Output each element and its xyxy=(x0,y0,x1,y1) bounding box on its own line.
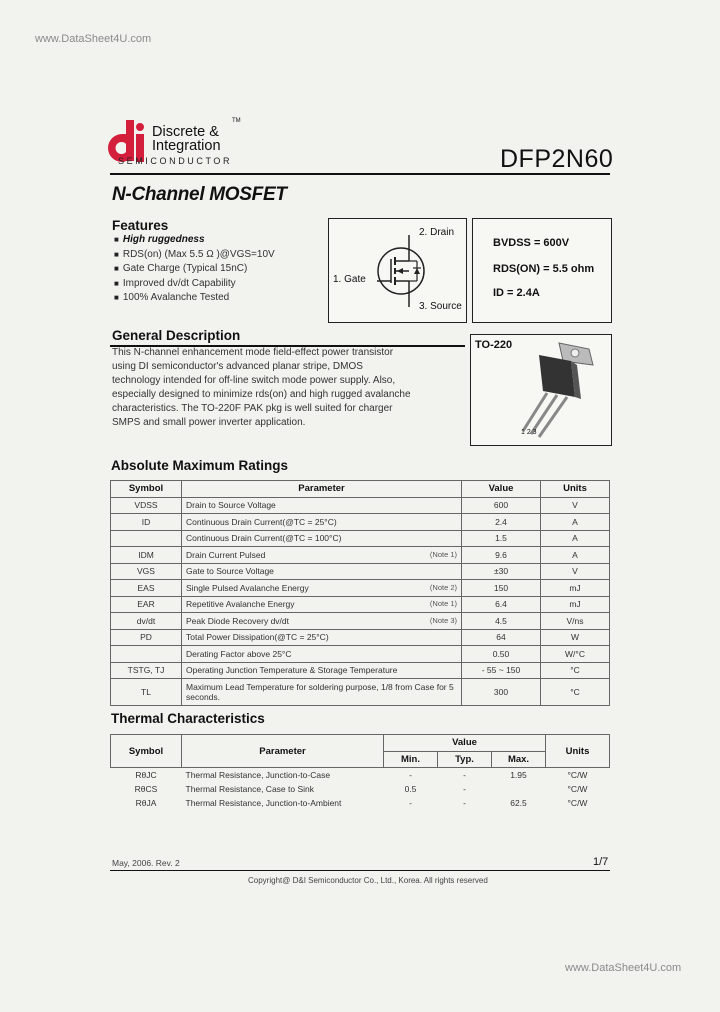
logo-line2: Integration xyxy=(152,138,221,154)
th-col-parameter: Parameter xyxy=(182,735,384,768)
value-cell-text: 9.6 xyxy=(495,549,507,560)
symbol-cell-text: VDSS xyxy=(134,500,158,511)
value-cell xyxy=(462,580,541,597)
value-cell xyxy=(462,646,541,663)
symbol-cell xyxy=(111,613,182,630)
parameter-cell xyxy=(182,662,462,679)
package-pins: 1 2 3 xyxy=(521,429,537,436)
product-title: N-Channel MOSFET xyxy=(112,184,287,205)
parameter-cell-text: Derating Factor above 25°C xyxy=(186,648,292,659)
table-row xyxy=(111,514,610,531)
watermark-top: www.DataSheet4U.com xyxy=(35,33,152,45)
units-cell xyxy=(541,530,610,547)
value-cell xyxy=(462,662,541,679)
value-cell-text: ±30 xyxy=(493,566,509,577)
parameter-cell-text: Repetitive Avalanche Energy xyxy=(186,599,295,610)
table-row xyxy=(111,782,610,796)
header-rule xyxy=(110,173,610,175)
value-cell xyxy=(462,596,541,613)
col-value: Value xyxy=(462,481,541,498)
value-cell-text: 4.5 xyxy=(495,615,507,626)
table-row xyxy=(111,530,610,547)
typ-cell: - xyxy=(463,784,466,794)
feature-item: ■ RDS(on) (Max 5.5 Ω )@VGS=10V xyxy=(114,248,275,263)
symbol-cell: RθJC xyxy=(135,770,157,780)
table-row xyxy=(111,768,610,783)
footer-date: May, 2006. Rev. 2 xyxy=(112,858,180,868)
footer-page: 1/7 xyxy=(593,856,609,868)
table-row xyxy=(111,563,610,580)
package-box xyxy=(470,334,612,446)
general-description-text: This N-channel enhancement mode field-effect power transistor using DI semiconductor's advanced planar stripe, DMOS technology intended for off-line switch mode power supply. Also, especially designed to minimize rds(on) and high rugged avalanche characteristics. The TO-220F PAK pkg is well suited for charger SMPS and small power inverter application. xyxy=(112,347,411,428)
features-list xyxy=(114,233,275,306)
typ-cell: - xyxy=(463,798,466,808)
units-cell xyxy=(541,646,610,663)
units-cell xyxy=(541,563,610,580)
max-cell: 62.5 xyxy=(510,798,527,808)
footer-copyright: Copyright@ D&I Semiconductor Co., Ltd., Korea. All rights reserved xyxy=(248,876,488,885)
symbol-cell: RθJA xyxy=(135,798,157,808)
symbol-cell-text: EAS xyxy=(137,582,155,593)
parameter-cell xyxy=(182,580,462,597)
drain-label: 2. Drain xyxy=(419,227,455,238)
symbol-cell-text: dv/dt xyxy=(136,615,156,626)
footer-rule xyxy=(110,870,610,871)
units-cell xyxy=(541,596,610,613)
parameter-cell xyxy=(182,629,462,646)
abs-max-table xyxy=(110,480,610,706)
feature-item: ■ 100% Avalanche Tested xyxy=(114,291,275,306)
parameter-cell-text: Drain Current Pulsed xyxy=(186,549,266,560)
col-symbol: Symbol xyxy=(111,481,182,498)
units-cell xyxy=(541,662,610,679)
note-ref: (Note 1) xyxy=(429,599,457,609)
units-cell-text: °C xyxy=(570,687,580,697)
table-row xyxy=(111,646,610,663)
units-cell-text: V xyxy=(572,500,578,511)
symbol-cell-text: EAR xyxy=(137,599,155,610)
symbol-cell xyxy=(111,646,182,663)
units-cell-text: W xyxy=(570,632,580,643)
watermark-bottom: www.DataSheet4U.com xyxy=(565,962,682,974)
units-cell: °C/W xyxy=(567,784,588,794)
symbol-cell xyxy=(111,497,182,514)
typ-cell: - xyxy=(463,770,466,780)
th-col-value: Value xyxy=(384,735,546,752)
symbol-cell xyxy=(111,563,182,580)
table-header-row xyxy=(111,481,610,498)
symbol-cell xyxy=(111,662,182,679)
to220-package-icon xyxy=(471,335,611,445)
symbol-cell xyxy=(111,629,182,646)
logo-line1: Discrete & xyxy=(152,124,219,140)
table-row xyxy=(111,679,610,706)
spec-rdson: RDS(ON) = 5.5 ohm xyxy=(493,263,595,275)
parameter-cell xyxy=(182,613,462,630)
value-cell xyxy=(462,530,541,547)
table-row xyxy=(111,629,610,646)
spec-bvdss: BVDSS = 600V xyxy=(493,237,570,249)
value-cell-text: 2.4 xyxy=(495,516,507,527)
units-cell xyxy=(541,497,610,514)
abs-max-heading: Absolute Maximum Ratings xyxy=(111,458,289,473)
note-ref: (Note 2) xyxy=(429,582,457,592)
th-col-max: Max. xyxy=(492,751,546,768)
value-cell xyxy=(462,629,541,646)
value-cell-text: 600 xyxy=(493,500,509,511)
parameter-cell-text: Continuous Drain Current(@TC = 25°C) xyxy=(186,516,337,527)
units-cell-text: A xyxy=(572,516,578,527)
th-col-units: Units xyxy=(546,735,610,768)
general-description-heading: General Description xyxy=(112,328,241,343)
value-cell xyxy=(462,563,541,580)
th-col-typ: Typ. xyxy=(438,751,492,768)
units-cell-text: V/ns xyxy=(566,615,584,626)
value-cell-text: 0.50 xyxy=(492,648,510,659)
units-cell xyxy=(541,580,610,597)
units-cell-text: mJ xyxy=(569,599,581,610)
parameter-cell xyxy=(182,596,462,613)
table-row xyxy=(111,796,610,810)
units-cell-text: A xyxy=(572,533,578,544)
source-label: 3. Source xyxy=(419,301,462,312)
symbol-cell-text: VGS xyxy=(137,566,155,577)
value-cell-text: - 55 ~ 150 xyxy=(481,665,521,676)
units-cell xyxy=(541,629,610,646)
table-row xyxy=(111,662,610,679)
parameter-cell-text: Total Power Dissipation(@TC = 25°C) xyxy=(186,632,329,643)
package-name: TO-220 xyxy=(475,339,513,351)
parameter-cell: Thermal Resistance, Case to Sink xyxy=(185,784,314,794)
units-cell-text: V xyxy=(572,566,578,577)
logo-tm: TM xyxy=(232,118,241,124)
key-specs-box xyxy=(472,218,612,323)
thermal-table xyxy=(110,734,610,810)
parameter-cell-text: Single Pulsed Avalanche Energy xyxy=(186,582,309,593)
symbol-cell xyxy=(111,580,182,597)
units-cell xyxy=(541,514,610,531)
parameter-cell-text: Continuous Drain Current(@TC = 100°C) xyxy=(186,533,342,544)
part-number: DFP2N60 xyxy=(500,145,614,173)
symbol-cell-text: ID xyxy=(141,516,151,527)
col-units: Units xyxy=(541,481,610,498)
units-cell-text: mJ xyxy=(569,582,581,593)
gate-label: 1. Gate xyxy=(333,274,366,285)
min-cell: - xyxy=(409,770,412,780)
symbol-cell-text: IDM xyxy=(138,549,154,560)
parameter-cell-text: Drain to Source Voltage xyxy=(186,500,276,511)
parameter-cell-text: Operating Junction Temperature & Storage Temperature xyxy=(186,665,398,676)
feature-item: ■ Gate Charge (Typical 15nC) xyxy=(114,262,275,277)
units-cell: °C/W xyxy=(567,770,588,780)
symbol-cell xyxy=(111,530,182,547)
parameter-cell xyxy=(182,530,462,547)
min-cell: - xyxy=(409,798,412,808)
value-cell-text: 150 xyxy=(493,582,509,593)
feature-item: ■ Improved dv/dt Capability xyxy=(114,277,275,292)
units-cell xyxy=(541,547,610,564)
value-cell-text: 6.4 xyxy=(495,599,507,610)
thermal-heading: Thermal Characteristics xyxy=(111,711,265,726)
symbol-cell xyxy=(111,679,182,706)
note-ref: (Note 3) xyxy=(429,615,457,625)
units-cell-text: A xyxy=(572,549,578,560)
units-cell-text: W/°C xyxy=(565,648,585,659)
spec-id: ID = 2.4A xyxy=(493,287,540,299)
parameter-cell-text: Peak Diode Recovery dv/dt xyxy=(186,615,289,626)
parameter-cell xyxy=(182,514,462,531)
symbol-cell-text: TSTG, TJ xyxy=(127,665,165,676)
value-cell xyxy=(462,497,541,514)
parameter-cell: Thermal Resistance, Junction-to-Ambient xyxy=(185,798,342,808)
features-heading: Features xyxy=(112,218,169,233)
units-cell xyxy=(541,613,610,630)
value-cell xyxy=(462,547,541,564)
value-cell xyxy=(462,613,541,630)
table-row xyxy=(111,497,610,514)
parameter-cell: Thermal Resistance, Junction-to-Case xyxy=(185,770,331,780)
units-cell xyxy=(541,679,610,706)
logo-semiconductor: SEMICONDUCTOR xyxy=(118,156,233,166)
units-cell: °C/W xyxy=(567,798,588,808)
max-cell: 1.95 xyxy=(510,770,527,780)
th-col-symbol: Symbol xyxy=(111,735,182,768)
table-row xyxy=(111,613,610,630)
symbol-cell xyxy=(111,596,182,613)
value-cell-text: 300 xyxy=(493,687,509,697)
table-row xyxy=(111,580,610,597)
units-cell-text: °C xyxy=(570,665,580,676)
parameter-cell-text: Maximum Lead Temperature for soldering purpose, 1/8 from Case for 5 seconds. xyxy=(186,682,454,702)
value-cell-text: 64 xyxy=(496,632,506,643)
th-col-min: Min. xyxy=(384,751,438,768)
symbol-cell-text: PD xyxy=(140,632,152,643)
parameter-cell xyxy=(182,497,462,514)
symbol-cell xyxy=(111,514,182,531)
parameter-cell xyxy=(182,646,462,663)
parameter-cell-text: Gate to Source Voltage xyxy=(186,566,274,577)
parameter-cell xyxy=(182,679,462,706)
parameter-cell xyxy=(182,547,462,564)
value-cell xyxy=(462,679,541,706)
table-header-row xyxy=(111,735,610,752)
feature-item: ■ High ruggedness xyxy=(114,233,275,248)
parameter-cell xyxy=(182,563,462,580)
mosfet-symbol-box xyxy=(328,218,467,323)
col-parameter: Parameter xyxy=(182,481,462,498)
value-cell-text: 1.5 xyxy=(495,533,507,544)
min-cell: 0.5 xyxy=(404,784,417,794)
symbol-cell xyxy=(111,547,182,564)
note-ref: (Note 1) xyxy=(429,549,457,559)
max-cell xyxy=(492,782,546,796)
value-cell xyxy=(462,514,541,531)
table-row xyxy=(111,596,610,613)
symbol-cell: RθCS xyxy=(134,784,158,794)
table-row xyxy=(111,547,610,564)
symbol-cell-text: TL xyxy=(141,687,151,697)
